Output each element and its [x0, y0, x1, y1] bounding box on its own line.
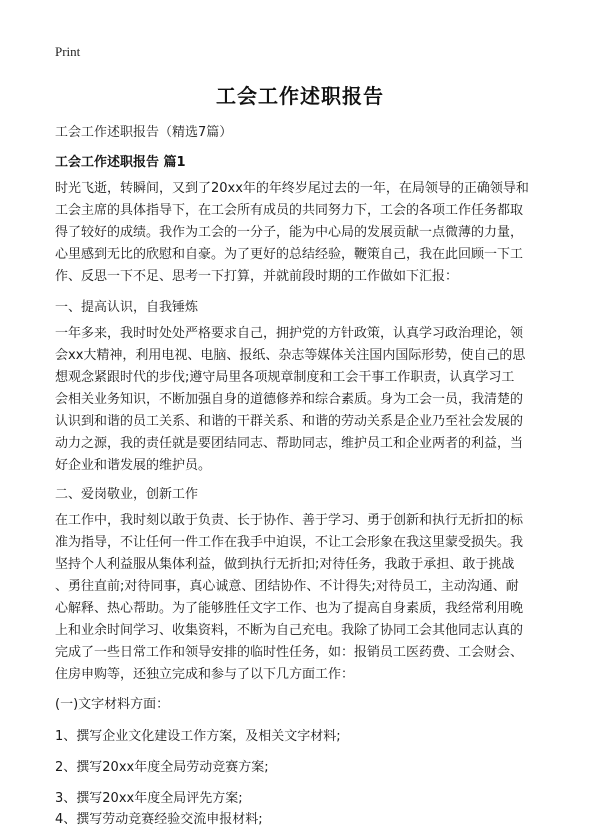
heading-one: 一、提高认识，自我锤炼 [55, 300, 199, 315]
list-item: 1、撰写企业文化建设工作方案，及相关文字材料; [55, 729, 341, 744]
paragraph-line: 想观念紧跟时代的步伐;遵守局里各项规章制度和工会干事工作职责，认真学习工 [55, 370, 515, 385]
list-item: 3、撰写20xx年度全局评先方案; [55, 791, 243, 806]
paragraph-line: 准为指导，不让任何一件工作在我手中迫误，不让工会形象在我这里蒙受损失。我 [55, 535, 524, 550]
paragraph-line: 会xx大精神，利用电视、电脑、报纸、杂志等媒体关注国内国际形势，使自己的思 [55, 348, 526, 363]
paragraph-line: 动力之源，我的责任就是要团结同志、帮助同志，维护员工和企业两者的利益，当 [55, 436, 524, 451]
paragraph-line: 时光飞逝，转瞬间，又到了20xx年的年终岁尾过去的一年，在局领导的正确领导和 [55, 181, 529, 196]
paragraph-line: 会相关业务知识，不断加强自身的道德修养和综合素质。身为工会一员，我清楚的 [55, 392, 524, 407]
section-heading: 工会工作述职报告 篇1 [55, 155, 186, 170]
paragraph-line: 工会主席的具体指导下，在工会所有成员的共同努力下，工会的各项工作任务都取 [55, 203, 524, 218]
paragraph-line: 心里感到无比的欣慰和自豪。为了更好的总结经验，鞭策自己，我在此回顾一下工 [55, 247, 524, 262]
heading-two: 二、爱岗敬业，创新工作 [55, 487, 199, 502]
paragraph-line: 完成了一些日常工作和领导安排的临时性任务，如：报销员工医药费、工会财会、 [55, 645, 524, 660]
list-item: 2、撰写20xx年度全局劳动竞赛方案; [55, 760, 269, 775]
paragraph-line: 作、反思一下不足、思考一下打算，并就前段时期的工作做如下汇报： [55, 269, 459, 284]
paragraph-one [55, 323, 545, 477]
paragraph-line: 心解释、热心帮助。为了能够胜任文字工作、也为了提高自身素质，我经常利用晚 [55, 601, 524, 616]
paragraph-line: 在工作中，我时刻以敢于负责、长于协作、善于学习、勇于创新和执行无折扣的标 [55, 513, 524, 528]
paragraph-two [55, 510, 545, 686]
document-subtitle: 工会工作述职报告（精选7篇） [55, 125, 233, 140]
paragraph-line: 、勇往直前;对待同事，真心诚意、团结协作、不计得失;对待员工，主动沟通、耐 [55, 579, 519, 594]
paragraph-line: 认识到和谐的员工关系、和谐的干群关系、和谐的劳动关系是企业乃至社会发展的 [55, 414, 524, 429]
sub-heading: (一)文字材料方面： [55, 697, 170, 712]
intro-paragraph [55, 178, 545, 288]
list-item: 4、撰写劳动竞赛经验交流申报材料; [55, 812, 263, 827]
paragraph-line: 上和业余时间学习、收集资料，不断为自己充电。我除了协同工会其他同志认真的 [55, 623, 524, 638]
paragraph-line: 好企业和谐发展的维护员。 [55, 458, 212, 473]
paragraph-line: 一年多来，我时时处处严格要求自己，拥护党的方针政策，认真学习政治理论，领 [55, 326, 524, 341]
document-title: 工会工作述职报告 [216, 84, 384, 108]
print-label: Print [55, 44, 81, 59]
paragraph-line: 得了较好的成绩。我作为工会的一分子，能为中心局的发展贡献一点微薄的力量， [55, 225, 524, 240]
paragraph-line: 坚持个人利益服从集体利益，做到执行无折扣;对待任务，我敢于承担、敢于挑战 [55, 557, 515, 572]
paragraph-line: 住房申购等，还独立完成和参与了以下几方面工作： [55, 667, 355, 682]
